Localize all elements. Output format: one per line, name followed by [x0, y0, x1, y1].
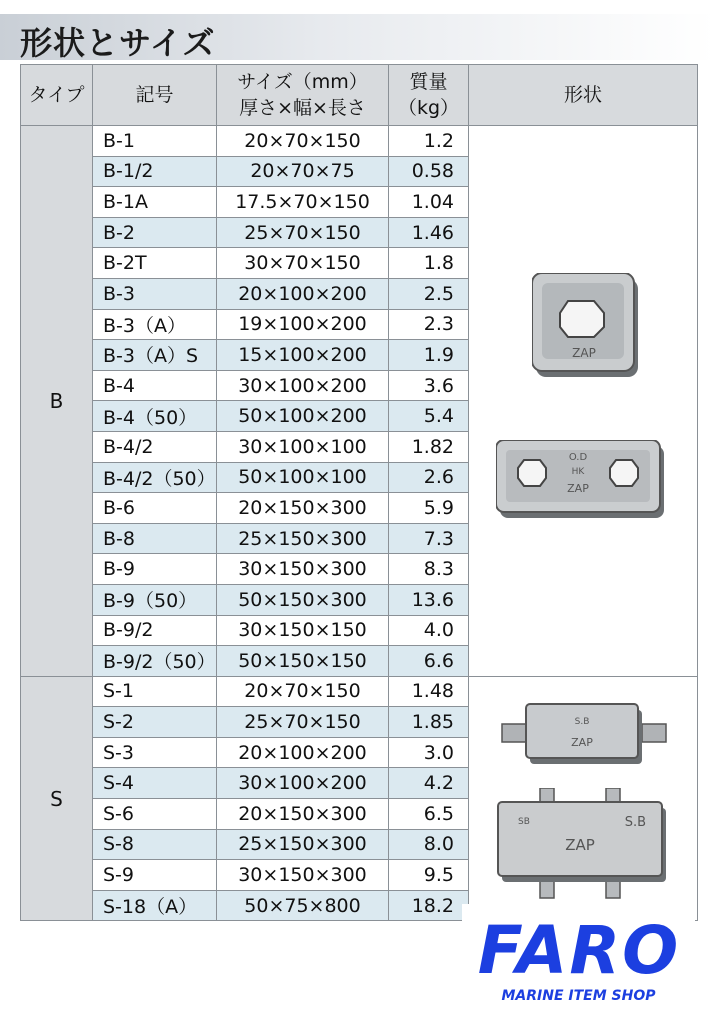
- size-cell: 50×75×800: [217, 890, 389, 921]
- mass-cell: 1.82: [389, 431, 469, 462]
- mass-cell: 1.9: [389, 340, 469, 371]
- mass-cell: 5.9: [389, 493, 469, 524]
- header-row: [21, 65, 698, 126]
- code-cell: B-9: [93, 554, 217, 585]
- size-cell: 30×100×100: [217, 431, 389, 462]
- page-title: 形状とサイズ: [20, 24, 216, 62]
- mass-cell: 4.2: [389, 768, 469, 799]
- code-cell: B-9（50）: [93, 584, 217, 615]
- zap-mark: ZAP: [572, 346, 596, 360]
- mass-cell: 2.5: [389, 278, 469, 309]
- mass-cell: 3.6: [389, 370, 469, 401]
- header-size-line1: サイズ（mm）: [237, 71, 368, 93]
- code-cell: B-4: [93, 370, 217, 401]
- size-cell: 50×150×150: [217, 646, 389, 677]
- code-cell: S-3: [93, 737, 217, 768]
- code-cell: B-1A: [93, 187, 217, 218]
- size-cell: 30×150×300: [217, 860, 389, 891]
- mass-cell: 1.46: [389, 217, 469, 248]
- code-cell: S-9: [93, 860, 217, 891]
- size-cell: 20×100×200: [217, 737, 389, 768]
- header-mass-line2: （kg）: [397, 97, 460, 119]
- zap-mark: ZAP: [571, 736, 593, 749]
- zap-mark: ZAP: [565, 836, 595, 854]
- mass-cell: 6.5: [389, 799, 469, 830]
- sb-mark: S.B: [624, 815, 646, 830]
- size-cell: 17.5×70×150: [217, 187, 389, 218]
- size-cell: 20×70×150: [217, 676, 389, 707]
- anode-s-small-image: [500, 700, 668, 766]
- size-cell: 50×150×300: [217, 584, 389, 615]
- code-cell: S-6: [93, 799, 217, 830]
- mass-cell: 1.48: [389, 676, 469, 707]
- size-cell: 20×100×200: [217, 278, 389, 309]
- mass-cell: 0.58: [389, 156, 469, 187]
- size-cell: 30×100×200: [217, 370, 389, 401]
- header-shape: 形状: [469, 65, 698, 126]
- code-cell: B-9/2（50）: [93, 646, 217, 677]
- mass-cell: 1.85: [389, 707, 469, 738]
- code-cell: B-4（50）: [93, 401, 217, 432]
- mass-cell: 1.8: [389, 248, 469, 279]
- header-type: タイプ: [21, 65, 93, 126]
- code-cell: B-4/2（50）: [93, 462, 217, 493]
- zap-mark: ZAP: [567, 482, 589, 495]
- code-cell: S-1: [93, 676, 217, 707]
- mass-cell: 8.3: [389, 554, 469, 585]
- size-cell: 20×70×150: [217, 126, 389, 157]
- size-cell: 25×70×150: [217, 217, 389, 248]
- mass-cell: 3.0: [389, 737, 469, 768]
- size-cell: 30×70×150: [217, 248, 389, 279]
- code-cell: B-3（A）S: [93, 340, 217, 371]
- header-mass-line1: 質量: [409, 71, 448, 93]
- mass-cell: 1.2: [389, 126, 469, 157]
- mass-cell: 13.6: [389, 584, 469, 615]
- code-cell: B-3（A）: [93, 309, 217, 340]
- code-cell: B-8: [93, 523, 217, 554]
- size-cell: 20×150×300: [217, 493, 389, 524]
- size-cell: 30×150×150: [217, 615, 389, 646]
- header-size: [217, 65, 389, 126]
- code-cell: B-6: [93, 493, 217, 524]
- logo-tagline: MARINE ITEM SHOP: [501, 988, 656, 1004]
- size-cell: 50×100×100: [217, 462, 389, 493]
- size-cell: 25×70×150: [217, 707, 389, 738]
- code-cell: S-18（A）: [93, 890, 217, 921]
- mass-cell: 2.3: [389, 309, 469, 340]
- mass-cell: 18.2: [389, 890, 469, 921]
- logo-brand: FARO: [477, 912, 681, 989]
- header-mass: [389, 65, 469, 126]
- code-cell: B-1: [93, 126, 217, 157]
- shape-cell: [469, 126, 698, 677]
- code-cell: S-2: [93, 707, 217, 738]
- code-cell: S-8: [93, 829, 217, 860]
- size-cell: 25×150×300: [217, 829, 389, 860]
- hk-mark: HK: [571, 467, 585, 477]
- mass-cell: 9.5: [389, 860, 469, 891]
- mass-cell: 2.6: [389, 462, 469, 493]
- size-cell: 20×150×300: [217, 799, 389, 830]
- anode-b-square-image: [532, 273, 642, 381]
- od-mark: O.D: [568, 452, 588, 463]
- anode-s-large-image: [496, 788, 668, 900]
- size-cell: 19×100×200: [217, 309, 389, 340]
- sb-left-mark: SB: [518, 817, 530, 827]
- code-cell: B-9/2: [93, 615, 217, 646]
- header-code: 記号: [93, 65, 217, 126]
- code-cell: B-3: [93, 278, 217, 309]
- type-cell: S: [21, 676, 93, 921]
- code-cell: B-1/2: [93, 156, 217, 187]
- header-size-line2: 厚さ×幅×長さ: [239, 97, 366, 119]
- size-cell: 30×150×300: [217, 554, 389, 585]
- code-cell: S-4: [93, 768, 217, 799]
- mass-cell: 8.0: [389, 829, 469, 860]
- mass-cell: 4.0: [389, 615, 469, 646]
- size-cell: 15×100×200: [217, 340, 389, 371]
- size-cell: 20×70×75: [217, 156, 389, 187]
- mass-cell: 1.04: [389, 187, 469, 218]
- mass-cell: 6.6: [389, 646, 469, 677]
- mass-cell: 7.3: [389, 523, 469, 554]
- type-cell: B: [21, 126, 93, 677]
- sb-mark: S.B: [574, 717, 590, 727]
- code-cell: B-2: [93, 217, 217, 248]
- size-cell: 30×100×200: [217, 768, 389, 799]
- size-cell: 50×100×200: [217, 401, 389, 432]
- code-cell: B-4/2: [93, 431, 217, 462]
- code-cell: B-2T: [93, 248, 217, 279]
- faro-logo: [462, 904, 695, 1024]
- mass-cell: 5.4: [389, 401, 469, 432]
- size-cell: 25×150×300: [217, 523, 389, 554]
- anode-b-rect-image: [496, 440, 666, 520]
- table-row: [21, 126, 698, 157]
